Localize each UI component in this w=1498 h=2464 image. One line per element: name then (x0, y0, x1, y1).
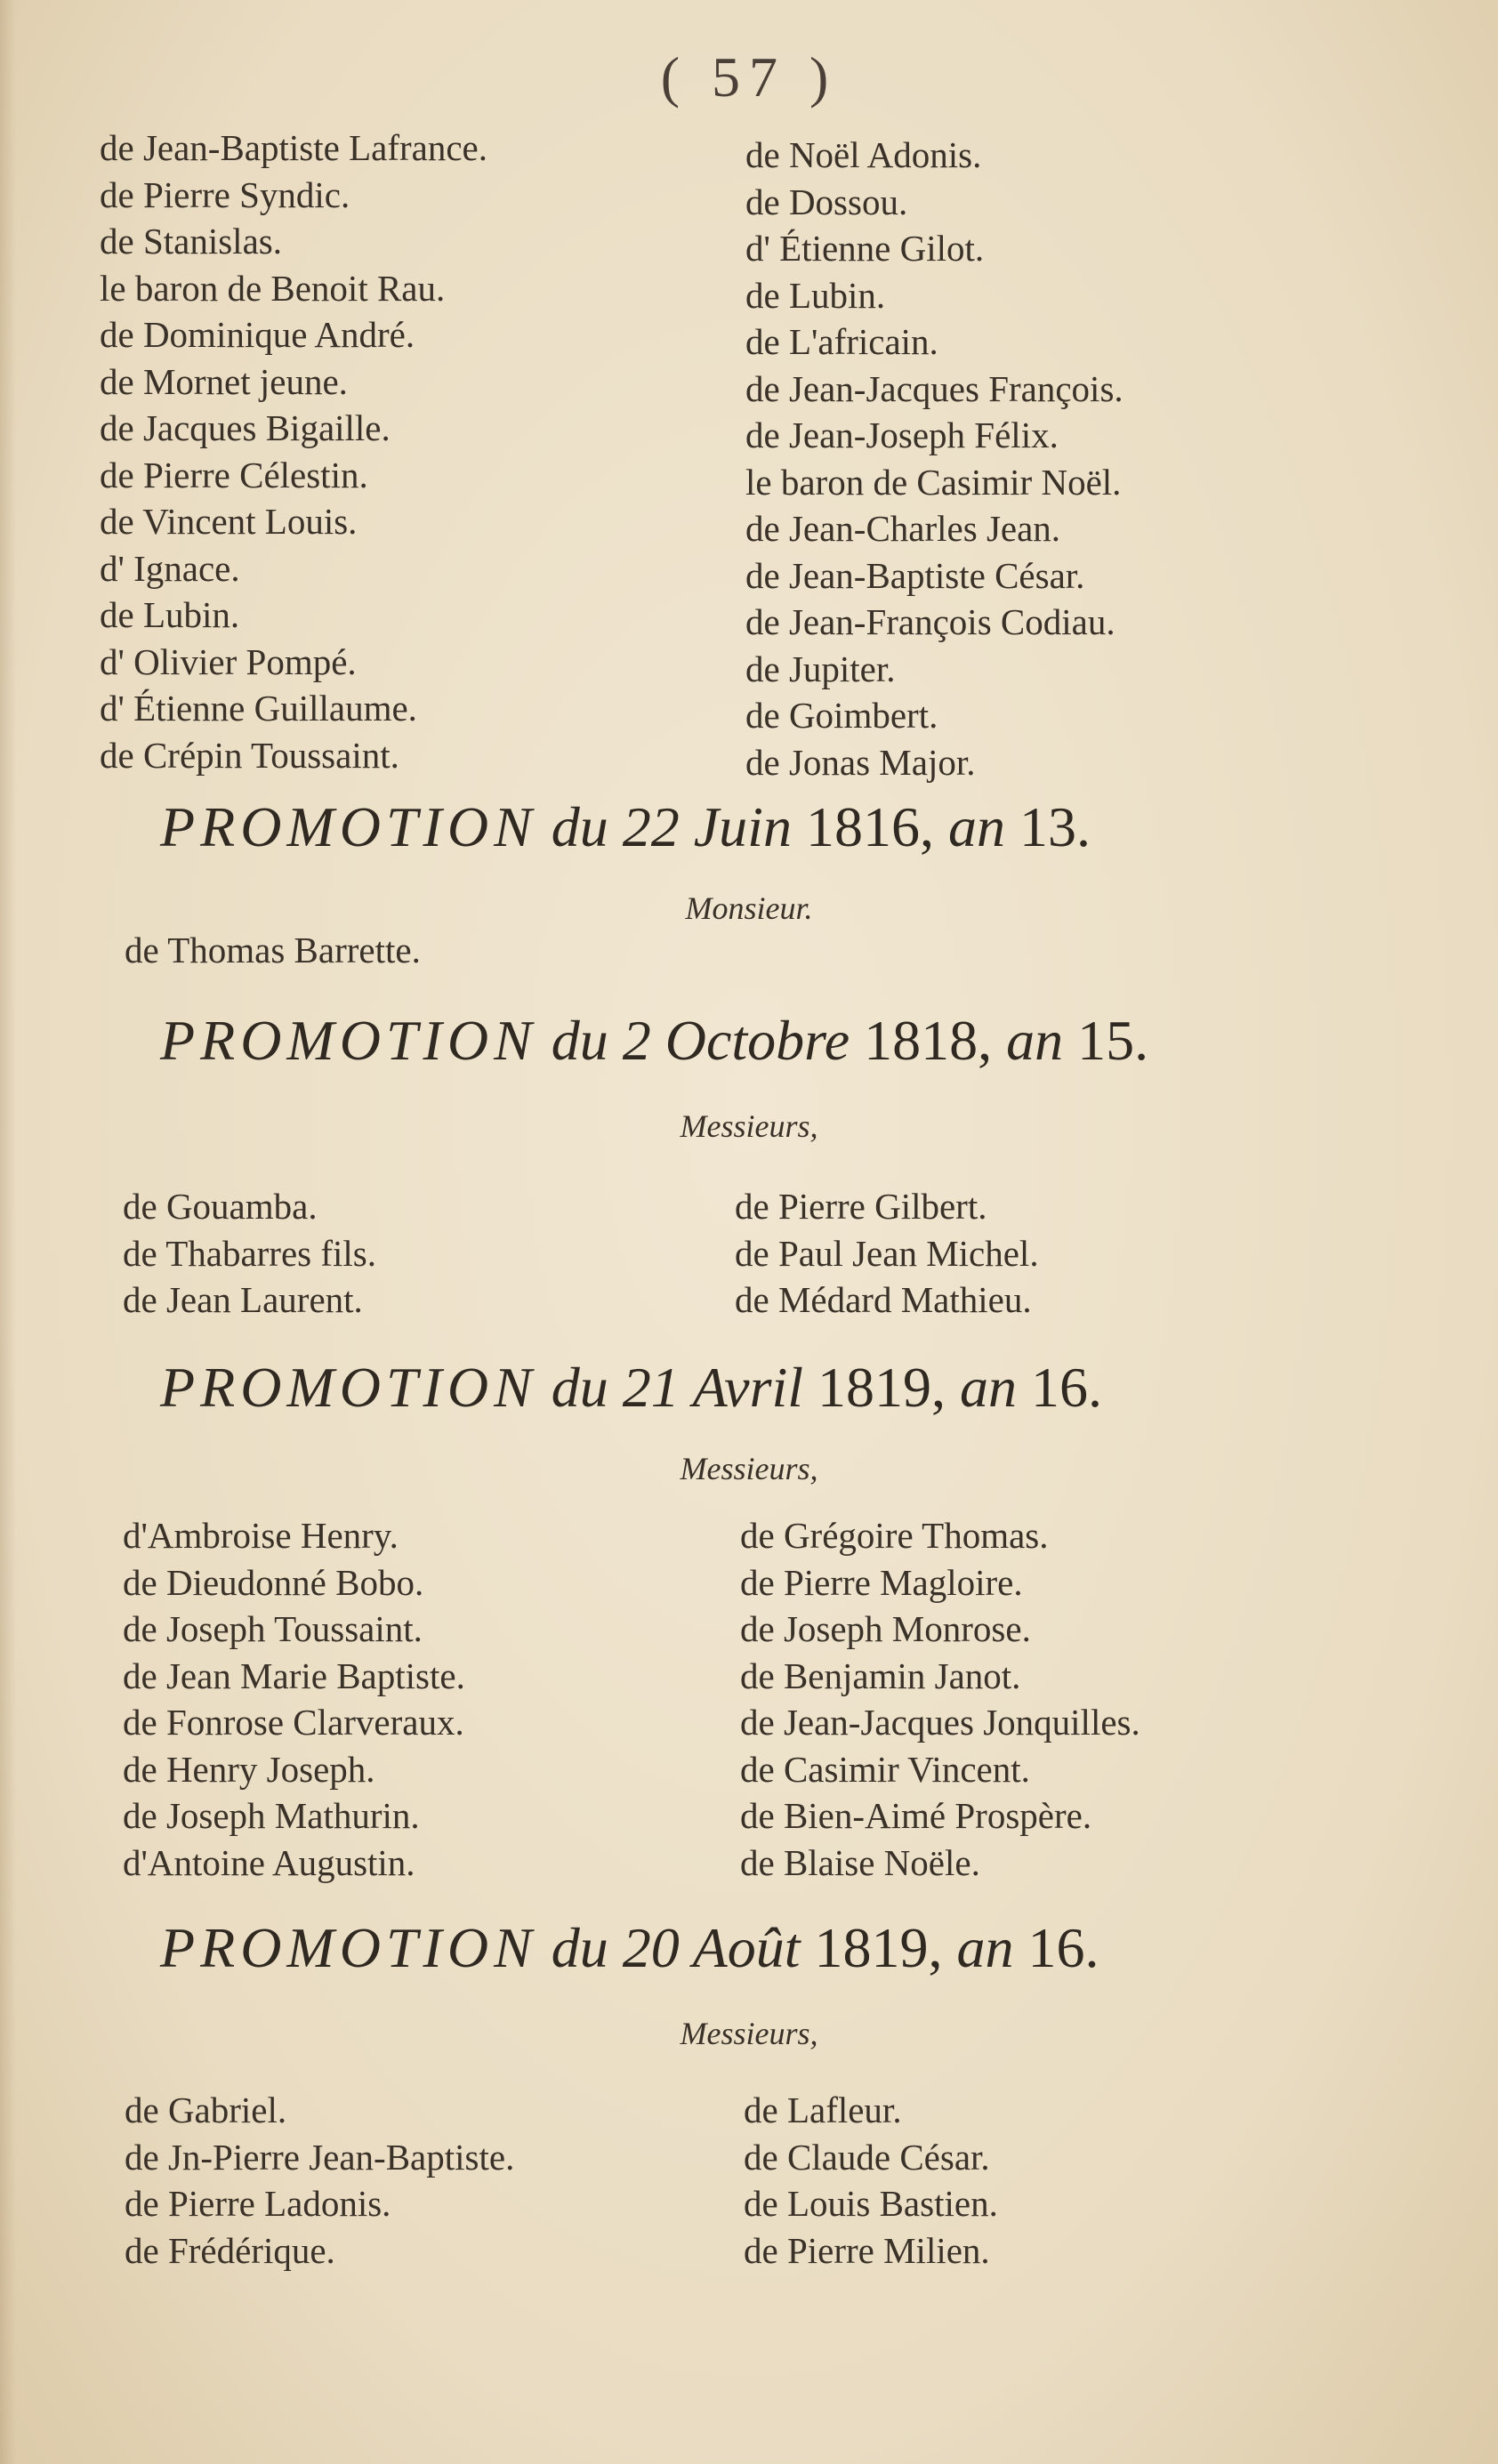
list-item: de Jn-Pierre Jean-Baptiste. (125, 2136, 515, 2178)
list-item: de Jonas Major. (745, 741, 976, 783)
salutation: Messieurs, (680, 2016, 818, 2051)
list-item: de Lafleur. (744, 2090, 902, 2130)
list-item: de Goimbert. (745, 695, 938, 736)
list-item: de Pierre Gilbert. (735, 1186, 987, 1227)
list-item: le baron de Casimir Noël. (745, 461, 1122, 503)
top-list-left (100, 125, 487, 778)
promotion-heading: PROMOTION du 22 Juin 1816, an 13. (160, 795, 1091, 858)
list-item: de Jean-Joseph Félix. (745, 415, 1059, 455)
list-item: de Dossou. (745, 181, 908, 222)
list-item: de Joseph Toussaint. (123, 1608, 423, 1649)
list-item: de Pierre Syndic. (100, 173, 350, 215)
list-item: de Jean-Baptiste Lafrance. (100, 127, 487, 168)
list-item: de Pierre Milien. (744, 2229, 990, 2271)
list-item: de Lubin. (745, 274, 886, 316)
list-item: de Jean-Baptiste César. (745, 554, 1085, 596)
list-item: de Noël Adonis. (745, 134, 982, 175)
section-list-left (123, 1512, 465, 1886)
list-item: de Joseph Mathurin. (123, 1795, 420, 1836)
salutation: Messieurs, (680, 1108, 818, 1144)
list-item: de Jean-Jacques François. (745, 367, 1124, 409)
list-item: de Pierre Magloire. (740, 1561, 1023, 1603)
list-item: de Jean-Jacques Jonquilles. (740, 1702, 1140, 1743)
list-item: de Benjamin Janot. (740, 1655, 1021, 1696)
top-list-right (745, 132, 1124, 785)
promotion-heading: PROMOTION du 20 Août 1819, an 16. (160, 1916, 1099, 1979)
list-item: de Gabriel. (125, 2090, 287, 2130)
list-item: de Thomas Barrette. (125, 930, 421, 970)
list-item: de Stanislas. (100, 221, 282, 262)
salutation: Messieurs, (680, 1451, 818, 1486)
section-list-right (740, 1512, 1140, 1886)
page-number: ( 57 ) (660, 45, 838, 109)
list-item: de Blaise Noële. (740, 1841, 980, 1883)
section-list-left (125, 927, 421, 974)
list-item: de Louis Bastien. (744, 2183, 998, 2224)
list-item: d' Étienne Guillaume. (100, 688, 417, 729)
list-item: de Thabarres fils. (123, 1232, 376, 1274)
list-item: de Jacques Bigaille. (100, 407, 391, 448)
list-item: de Crépin Toussaint. (100, 734, 399, 776)
list-item: de Casimir Vincent. (740, 1748, 1030, 1790)
list-item: de Vincent Louis. (100, 501, 358, 542)
list-item: d' Ignace. (100, 547, 240, 589)
list-item: de Jean-François Codiau. (745, 601, 1115, 642)
list-item: de Lubin. (100, 594, 240, 635)
list-item: de Jean Marie Baptiste. (123, 1655, 465, 1696)
list-item: de Jean-Charles Jean. (745, 508, 1061, 549)
list-item: de Jean Laurent. (123, 1279, 363, 1320)
list-item: le baron de Benoit Rau. (100, 267, 446, 309)
page-fold-shadow (0, 0, 16, 2464)
list-item: de Joseph Monrose. (740, 1608, 1031, 1649)
salutation: Monsieur. (685, 890, 813, 926)
section-list-right (744, 2087, 998, 2274)
list-item: d' Étienne Gilot. (745, 228, 985, 269)
section-list-left (123, 1183, 376, 1324)
list-item: de Frédérique. (125, 2229, 335, 2271)
promotion-heading: PROMOTION du 21 Avril 1819, an 16. (160, 1356, 1103, 1419)
section-list-right (735, 1183, 1039, 1324)
list-item: de Paul Jean Michel. (735, 1232, 1039, 1274)
list-item: d' Olivier Pompé. (100, 640, 357, 682)
list-item: de Dieudonné Bobo. (123, 1561, 424, 1603)
list-item: de Henry Joseph. (123, 1748, 375, 1790)
list-item: d'Antoine Augustin. (123, 1841, 415, 1883)
list-item: de Fonrose Clarveraux. (123, 1702, 464, 1743)
list-item: de Grégoire Thomas. (740, 1515, 1049, 1556)
list-item: de Bien-Aimé Prospère. (740, 1795, 1092, 1836)
section-list-left (125, 2087, 514, 2274)
list-item: d'Ambroise Henry. (123, 1515, 399, 1556)
list-item: de Médard Mathieu. (735, 1279, 1032, 1320)
list-item: de Gouamba. (123, 1186, 318, 1227)
promotion-heading: PROMOTION du 2 Octobre 1818, an 15. (160, 1009, 1149, 1072)
list-item: de Jupiter. (745, 648, 896, 689)
list-item: de Mornet jeune. (100, 360, 348, 402)
list-item: de Dominique André. (100, 314, 415, 355)
list-item: de Pierre Célestin. (100, 454, 368, 495)
list-item: de Pierre Ladonis. (125, 2183, 391, 2224)
list-item: de Claude César. (744, 2136, 990, 2178)
list-item: de L'africain. (745, 321, 938, 362)
